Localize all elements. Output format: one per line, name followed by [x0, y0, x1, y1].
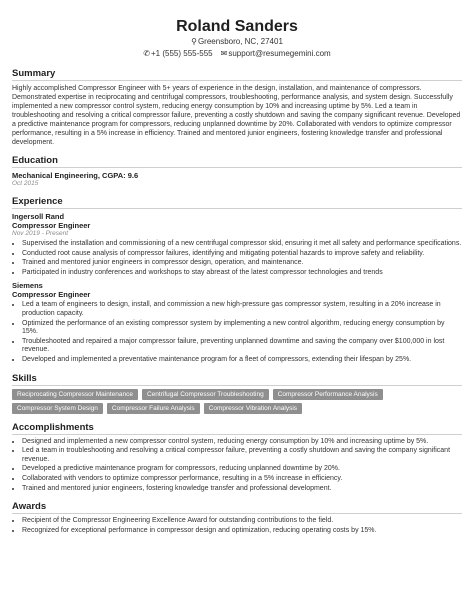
list-item: • Developed and implemented a preventative maintenance program for a fleet of compressors, extending their lifespan by 25%.: [22, 356, 462, 365]
skill-tag: Compressor System Design: [12, 403, 103, 414]
list-item: • Developed a predictive maintenance program for compressors, reducing unplanned downtime by 20%.: [22, 465, 462, 474]
experience-bullets: [12, 301, 462, 364]
location-pin-icon: ⚲: [191, 37, 197, 46]
education-heading: Education: [12, 155, 58, 166]
experience-company: Siemens: [12, 281, 43, 291]
list-item: • Optimized the performance of an existing compressor system by implementing a new control algorithm, reducing energy consumption by 15%.: [22, 320, 462, 337]
summary-divider: [12, 80, 462, 81]
education-degree: Mechanical Engineering, CGPA: 9.6: [12, 171, 139, 180]
skills-heading: Skills: [12, 372, 37, 384]
list-item: • Recipient of the Compressor Engineering Excellence Award for outstanding contributions to the field.: [22, 517, 462, 526]
skill-tag: Compressor Failure Analysis: [107, 403, 200, 414]
skill-tag: Compressor Performance Analysis: [273, 389, 383, 400]
email-link[interactable]: support@resumegemini.com: [228, 49, 331, 58]
accomplishments-heading: Accomplishments: [12, 421, 94, 433]
list-item: • Trained and mentored junior engineers in compressor design, operation, and maintenance.: [22, 259, 462, 268]
experience-entry: [12, 281, 462, 364]
summary-heading: Summary: [12, 68, 56, 79]
experience-divider: [12, 208, 462, 209]
experience-entry: [12, 212, 462, 277]
skill-tag: Centrifugal Compressor Troubleshooting: [142, 389, 269, 400]
experience-role: Compressor Engineer: [12, 221, 91, 230]
education-divider: [12, 167, 462, 168]
accomplishments-list: [12, 438, 462, 494]
experience-role: Compressor Engineer: [12, 290, 91, 300]
list-item: • Designed and implemented a new compressor control system, reducing energy consumption by 10% and increasing uptime by 5%.: [22, 438, 462, 447]
experience-bullets: [12, 240, 462, 277]
awards-list: [12, 517, 462, 535]
location-text: Greensboro, NC, 27401: [197, 37, 283, 46]
awards-heading: Awards: [12, 501, 47, 513]
skills-divider: [12, 385, 462, 386]
experience-company: Ingersoll Rand: [12, 212, 65, 221]
experience-date: Nov 2019 - Present: [12, 230, 69, 237]
awards-divider: [12, 513, 462, 514]
contact-row: [12, 48, 462, 60]
list-item: • Trained and mentored junior engineers, fostering knowledge transfer and professional development.: [22, 485, 462, 494]
skill-tag: Compressor Vibration Analysis: [204, 403, 302, 414]
list-item: • Supervised the installation and commissioning of a new centrifugal compressor skid, ensuring it met all safety and performance specifications.: [22, 240, 462, 249]
skills-list: [12, 389, 432, 414]
list-item: • Recognized for exceptional performance in compressor design and optimization, reducing operating costs by 15%.: [22, 527, 462, 536]
list-item: • Led a team in troubleshooting and resolving a critical compressor failure, preventing a costly shutdown and saving the company significant revenue.: [22, 447, 462, 464]
location-row: [12, 36, 462, 48]
list-item: • Collaborated with vendors to optimize compressor performance, resulting in a 5% increase in efficiency.: [22, 475, 462, 484]
accomplishments-divider: [12, 434, 462, 435]
phone-text: +1 (555) 555-555: [151, 49, 213, 58]
list-item: • Led a team of engineers to design, install, and commission a new high-pressure gas compressor system, resulting in a 20% increase in production capacity.: [22, 301, 462, 318]
education-date: Oct 2015: [12, 180, 39, 187]
experience-heading: Experience: [12, 196, 63, 207]
phone-icon: ✆: [143, 49, 150, 58]
list-item: • Participated in industry conferences and workshops to stay abreast of the latest compressor technologies and trends: [22, 269, 462, 278]
email-icon: ✉: [220, 49, 228, 58]
skill-tag: Reciprocating Compressor Maintenance: [12, 389, 138, 400]
list-item: • Troubleshooted and repaired a major compressor failure, preventing unplanned downtime and saving the company over $100,000 in lost revenue.: [22, 338, 462, 355]
candidate-name: Roland Sanders: [176, 18, 298, 35]
summary-text: Highly accomplished Compressor Engineer with 5+ years of experience in the design, installation, and maintenance of compressors. Demonstrated expertise in reciprocating and centrifugal compressors, troubleshooting, performance analysis, and system design. Successfully implemented a new compressor control system, reducing energy consumption by 10% and increasing uptime by 5%. Led a team in troubleshooting and resolving a critical compressor failure, preventing a costly shutdown and saving the company significant revenue. Developed a predictive maintenance program for compressors, reducing unplanned downtime by 20%. Collaborated with vendors to optimize compressor performance, resulting in a 5% increase in efficiency. Trained and mentored junior engineers, fostering knowledge transfer and professional development.: [12, 85, 461, 146]
list-item: • Conducted root cause analysis of compressor failures, identifying and mitigating potential hazards to improve safety and reliability.: [22, 250, 462, 259]
